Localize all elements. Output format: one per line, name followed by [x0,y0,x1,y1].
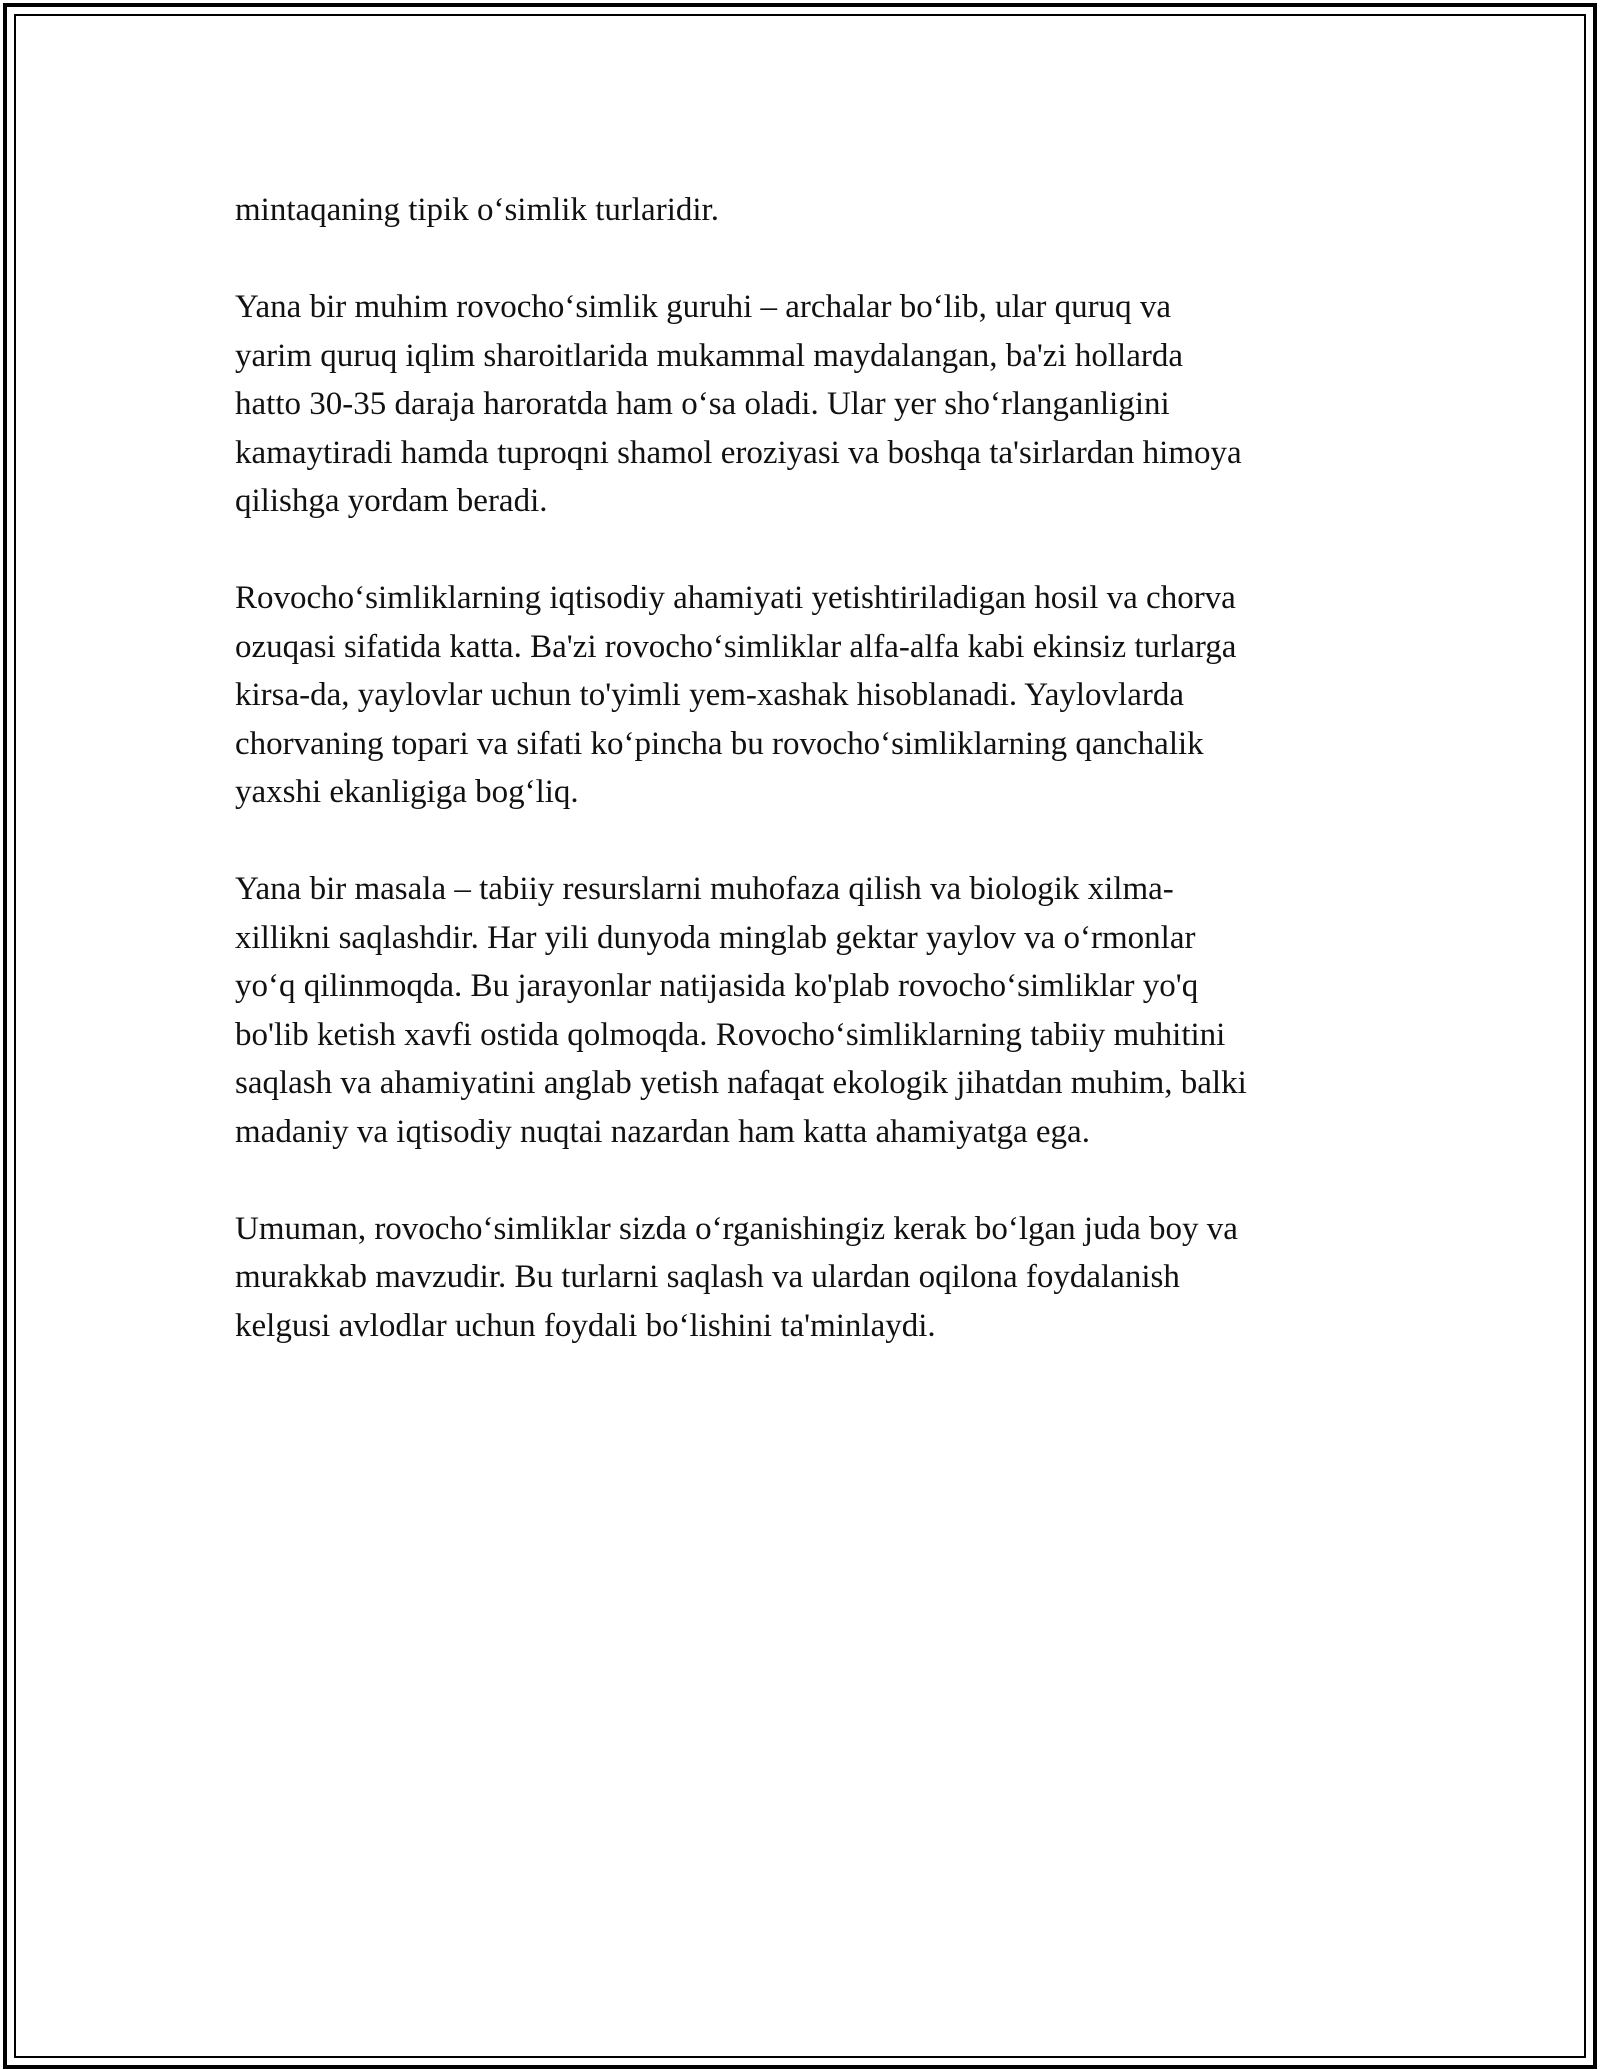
text-line: saqlash va ahamiyatini anglab yetish nafaqat ekologik jihatdan muhim, balki [235,1065,1247,1101]
paragraph-5 [235,1205,1365,1351]
text-line: bo'lib ketish xavfi ostida qolmoqda. Rovocho‘simliklarning tabiiy muhitini [235,1016,1226,1053]
text-line: xillikni saqlashdir. Har yili dunyoda minglab gektar yaylov va o‘rmonlar [235,919,1196,956]
paragraph-3 [235,574,1365,817]
text-line: kirsa-da, yaylovlar uchun to'yimli yem-xashak hisoblanadi. Yaylovlarda [235,677,1184,713]
text-line: Umuman, rovocho‘simliklar sizda o‘rganishingiz kerak bo‘lgan juda boy va [235,1210,1238,1247]
text-line: yo‘q qilinmoqda. Bu jarayonlar natijasida ko'plab rovocho‘simliklar yo'q [235,968,1199,1004]
paragraph-1 [235,186,1365,235]
text-line: yarim quruq iqlim sharoitlarida mukammal maydalangan, ba'zi hollarda [235,337,1183,374]
text-line: murakkab mavzudir. Bu turlarni saqlash va ulardan oqilona foydalanish [235,1259,1180,1295]
text-line: Yana bir muhim rovocho‘simlik guruhi – archalar bo‘lib, ular quruq va [235,289,1172,325]
text-line: qilishga yordam beradi. [235,483,548,519]
text-line: Rovocho‘simliklarning iqtisodiy ahamiyati yetishtiriladigan hosil va chorva [235,580,1236,616]
paragraph-2 [235,283,1365,526]
paragraph-4 [235,865,1365,1156]
text-line: kelgusi avlodlar uchun foydali bo‘lishini ta'minlaydi. [235,1307,936,1344]
text-line: ozuqasi sifatida katta. Ba'zi rovocho‘simliklar alfa-alfa kabi ekinsiz turlarga [235,628,1237,665]
text-line: mintaqaning tipik o‘simlik turlaridir. [235,192,719,228]
text-line: kamaytiradi hamda tuproqni shamol eroziyasi va boshqa ta'sirlardan himoya [235,434,1242,471]
document-body [235,186,1365,1399]
text-line: yaxshi ekanligiga bog‘liq. [235,774,579,810]
text-line: chorvaning topari va sifati ko‘pincha bu rovocho‘simliklarning qanchalik [235,725,1204,762]
text-line: madaniy va iqtisodiy nuqtai nazardan ham katta ahamiyatga ega. [235,1113,1090,1150]
text-line: Yana bir masala – tabiiy resurslarni muhofaza qilish va biologik xilma- [235,871,1174,907]
text-line: hatto 30-35 daraja haroratda ham o‘sa oladi. Ular yer sho‘rlanganligini [235,386,1170,422]
